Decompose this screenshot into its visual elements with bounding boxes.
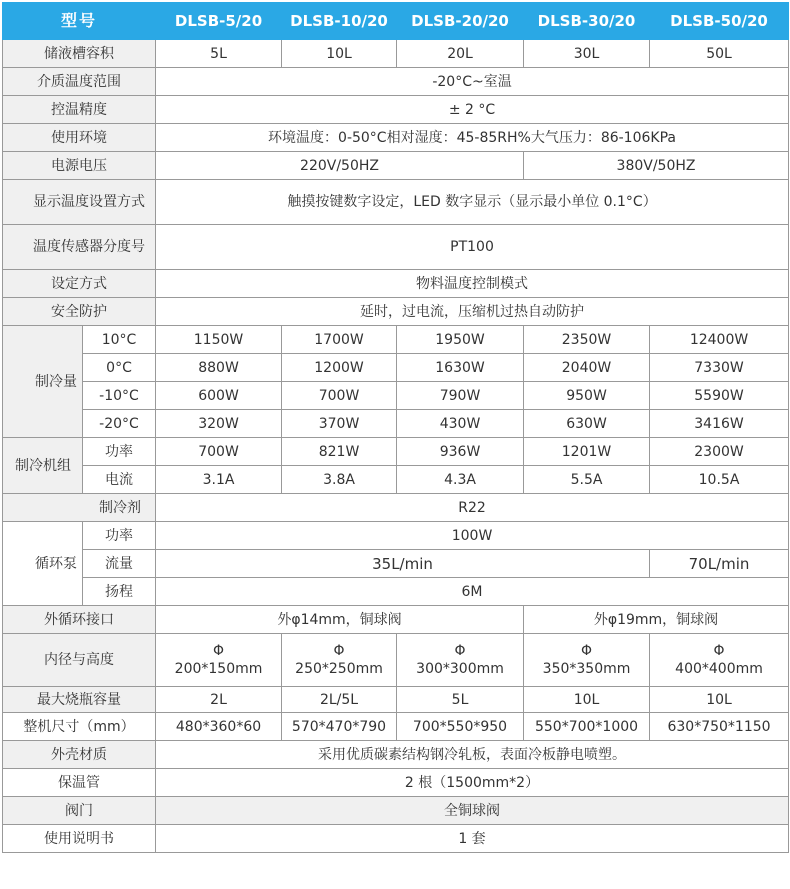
cell — [397, 634, 524, 687]
valve-row — [3, 797, 789, 825]
cell: 5L — [397, 687, 524, 713]
sub-label: 功率 — [83, 438, 156, 466]
cooling-temp: -10°C — [83, 382, 156, 410]
cooling-temp: 0°C — [83, 354, 156, 382]
row-label: 最大烧瓶容量 — [3, 687, 156, 713]
cell: 2 根（1500mm*2） — [156, 769, 789, 797]
cell: 630W — [524, 410, 650, 438]
cell: 外φ19mm，铜球阀 — [524, 606, 789, 634]
cell: 6M — [156, 578, 789, 606]
cell: 936W — [397, 438, 524, 466]
cell: 5L — [156, 40, 282, 68]
setting-mode-row — [3, 270, 789, 298]
compressor-current-row — [3, 466, 789, 494]
size-value: 300*300mm — [416, 661, 504, 677]
size-value: 250*250mm — [295, 661, 383, 677]
insulation-row — [3, 769, 789, 797]
compressor-label: 制冷机组 — [3, 438, 83, 494]
cell: 430W — [397, 410, 524, 438]
row-label: 整机尺寸（mm） — [3, 713, 156, 741]
row-label: 介质温度范围 — [3, 68, 156, 96]
cell: 5.5A — [524, 466, 650, 494]
model-header-5: DLSB-50/20 — [650, 3, 789, 40]
cell: 600W — [156, 382, 282, 410]
environment-row — [3, 124, 789, 152]
cell: 10L — [650, 687, 789, 713]
cell: 50L — [650, 40, 789, 68]
pump-head-row — [3, 578, 789, 606]
cell: 全铜球阀 — [156, 797, 789, 825]
cell: 物料温度控制模式 — [156, 270, 789, 298]
cell: 1630W — [397, 354, 524, 382]
sub-label: 电流 — [83, 466, 156, 494]
safety-row — [3, 298, 789, 326]
cell: 30L — [524, 40, 650, 68]
cell: 20L — [397, 40, 524, 68]
sensor-row — [3, 225, 789, 270]
cooling-row — [3, 326, 789, 354]
cell: 3.8A — [282, 466, 397, 494]
sub-label: 流量 — [83, 550, 156, 578]
cell: 220V/50HZ — [156, 152, 524, 180]
cell: 570*470*790 — [282, 713, 397, 741]
cell: 采用优质碳素结构钢冷轧板，表面冷板静电喷塑。 — [156, 741, 789, 769]
cell: 7330W — [650, 354, 789, 382]
cell: 100W — [156, 522, 789, 550]
cell — [650, 634, 789, 687]
inner-size-row — [3, 634, 789, 687]
phi-symbol: Φ — [454, 643, 466, 659]
cell: 延时，过电流，压缩机过热自动防护 — [156, 298, 789, 326]
cell: 3416W — [650, 410, 789, 438]
phi-symbol: Φ — [213, 643, 225, 659]
cell: 1950W — [397, 326, 524, 354]
cell: 70L/min — [650, 550, 789, 578]
cell: ± 2 °C — [156, 96, 789, 124]
cell: 12400W — [650, 326, 789, 354]
cell: 700W — [156, 438, 282, 466]
cell: 10L — [524, 687, 650, 713]
cell: 950W — [524, 382, 650, 410]
row-label: 控温精度 — [3, 96, 156, 124]
row-label: 电源电压 — [3, 152, 156, 180]
model-header-3: DLSB-20/20 — [397, 3, 524, 40]
cell: 10.5A — [650, 466, 789, 494]
cell — [156, 634, 282, 687]
volume-row — [3, 40, 789, 68]
cell: 630*750*1150 — [650, 713, 789, 741]
cell: 外φ14mm，铜球阀 — [156, 606, 524, 634]
cell: 880W — [156, 354, 282, 382]
row-label: 制冷剂 — [3, 494, 156, 522]
row-label: 使用说明书 — [3, 825, 156, 853]
cooling-temp: 10°C — [83, 326, 156, 354]
cell — [282, 634, 397, 687]
row-label: 安全防护 — [3, 298, 156, 326]
cell: 触摸按键数字设定，LED 数字显示（显示最小单位 0.1°C） — [156, 180, 789, 225]
flask-row — [3, 687, 789, 713]
size-value: 400*400mm — [675, 661, 763, 677]
housing-row — [3, 741, 789, 769]
cell: 10L — [282, 40, 397, 68]
phi-symbol: Φ — [333, 643, 345, 659]
cooling-temp: -20°C — [83, 410, 156, 438]
cell: 2L — [156, 687, 282, 713]
cooling-row — [3, 382, 789, 410]
sub-label: 功率 — [83, 522, 156, 550]
pump-label: 循环泵 — [3, 522, 83, 606]
cell: 2L/5L — [282, 687, 397, 713]
display-row — [3, 180, 789, 225]
cell: 2040W — [524, 354, 650, 382]
row-label: 设定方式 — [3, 270, 156, 298]
cell: 3.1A — [156, 466, 282, 494]
cell: 380V/50HZ — [524, 152, 789, 180]
cooling-row — [3, 354, 789, 382]
row-label: 显示温度设置方式 — [3, 180, 156, 225]
cell: 1150W — [156, 326, 282, 354]
cell: 35L/min — [156, 550, 650, 578]
cell: 1201W — [524, 438, 650, 466]
pump-power-row — [3, 522, 789, 550]
cell: 环境温度：0-50°C相对湿度：45-85RH%大气压力：86-106KPa — [156, 124, 789, 152]
row-label: 外循环接口 — [3, 606, 156, 634]
cell: 700W — [282, 382, 397, 410]
model-header-4: DLSB-30/20 — [524, 3, 650, 40]
cell: 2350W — [524, 326, 650, 354]
cell: PT100 — [156, 225, 789, 270]
cell: 1200W — [282, 354, 397, 382]
cell: 2300W — [650, 438, 789, 466]
cooling-label: 制冷量 — [3, 326, 83, 438]
cell: 5590W — [650, 382, 789, 410]
cooling-row — [3, 410, 789, 438]
temp-accuracy-row — [3, 96, 789, 124]
row-label: 保温管 — [3, 769, 156, 797]
row-label: 使用环境 — [3, 124, 156, 152]
row-label: 温度传感器分度号 — [3, 225, 156, 270]
header-row — [3, 3, 789, 40]
model-header-label: 型号 — [3, 3, 156, 40]
row-label: 储液槽容积 — [3, 40, 156, 68]
cell — [524, 634, 650, 687]
cell: 700*550*950 — [397, 713, 524, 741]
manual-row — [3, 825, 789, 853]
compressor-power-row — [3, 438, 789, 466]
cell: 480*360*60 — [156, 713, 282, 741]
cell: 320W — [156, 410, 282, 438]
cell: 4.3A — [397, 466, 524, 494]
cell: 550*700*1000 — [524, 713, 650, 741]
row-label: 外壳材质 — [3, 741, 156, 769]
sub-label: 扬程 — [83, 578, 156, 606]
power-voltage-row — [3, 152, 789, 180]
cell: R22 — [156, 494, 789, 522]
model-header-2: DLSB-10/20 — [282, 3, 397, 40]
medium-temp-row — [3, 68, 789, 96]
outer-port-row — [3, 606, 789, 634]
phi-symbol: Φ — [581, 643, 593, 659]
cell: 370W — [282, 410, 397, 438]
size-value: 350*350mm — [542, 661, 631, 677]
cell: 1 套 — [156, 825, 789, 853]
model-header-1: DLSB-5/20 — [156, 3, 282, 40]
spec-table — [2, 2, 789, 853]
phi-symbol: Φ — [713, 643, 725, 659]
row-label: 内径与高度 — [3, 634, 156, 687]
cell: 821W — [282, 438, 397, 466]
cell: 790W — [397, 382, 524, 410]
cell: -20°C~室温 — [156, 68, 789, 96]
dimensions-row — [3, 713, 789, 741]
row-label: 阀门 — [3, 797, 156, 825]
pump-flow-row — [3, 550, 789, 578]
refrigerant-row — [3, 494, 789, 522]
size-value: 200*150mm — [174, 661, 263, 677]
cell: 1700W — [282, 326, 397, 354]
